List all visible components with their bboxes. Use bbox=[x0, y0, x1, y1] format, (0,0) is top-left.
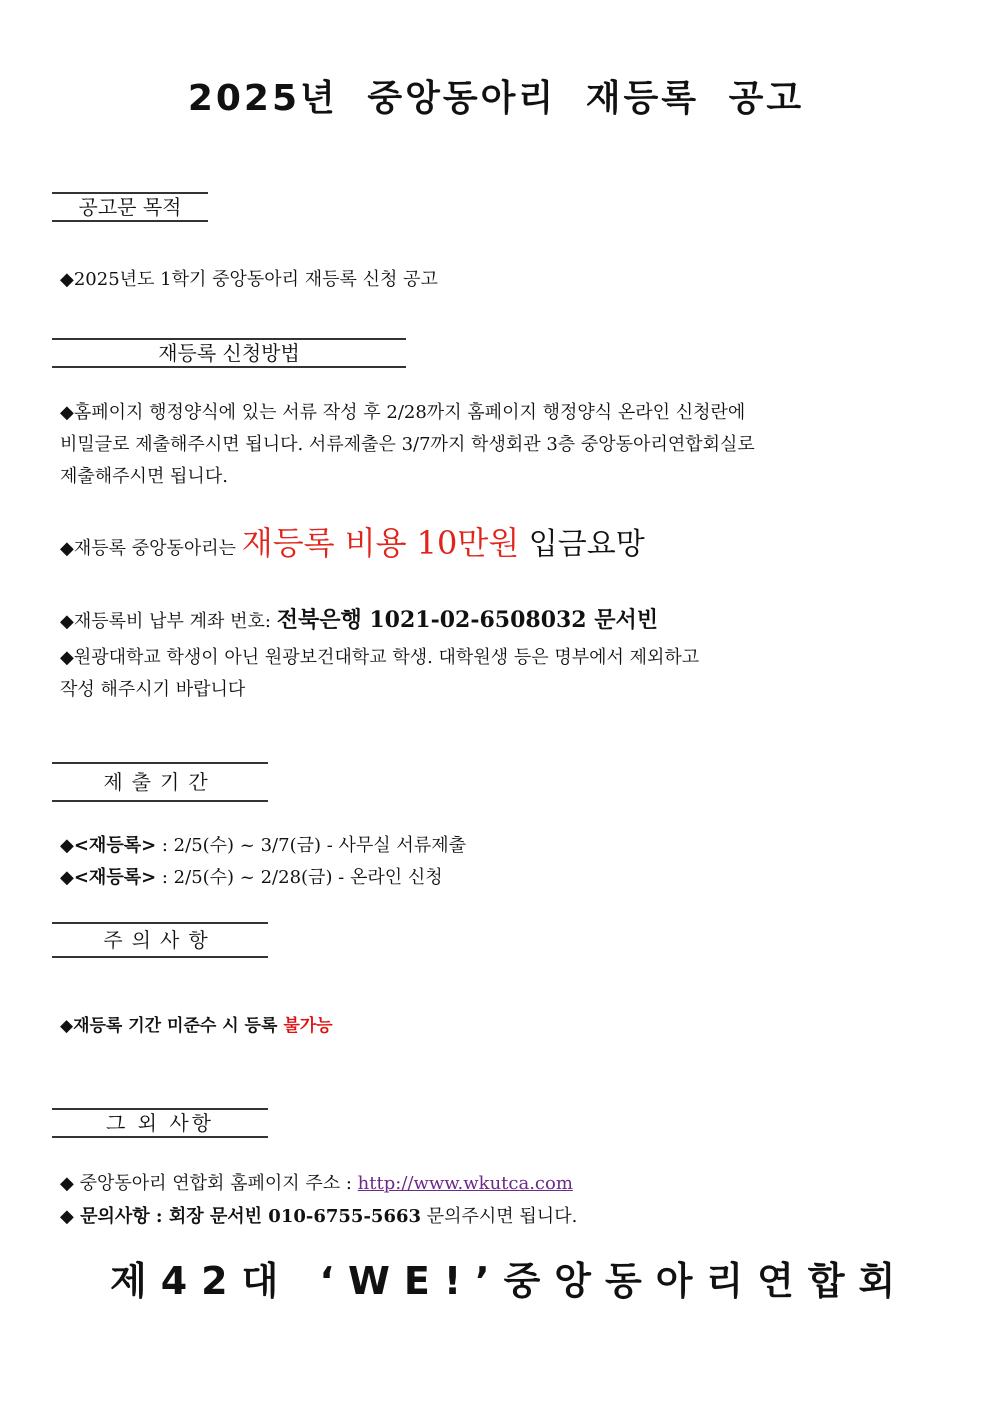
homepage-line bbox=[60, 1168, 573, 1200]
caution-highlight: 불가능 bbox=[283, 1016, 333, 1036]
method-line-1: ◆홈페이지 행정양식에 있는 서류 작성 후 2/28까지 홈페이지 행정양식 온라인 신청란에 bbox=[60, 402, 746, 423]
account-prefix: ◆재등록비 납부 계좌 번호: bbox=[60, 611, 277, 632]
contact-label: ◆ 문의사항 : 회장 문서빈 010-6755-5663 bbox=[60, 1206, 422, 1227]
section-header-period: 제출기간 bbox=[52, 762, 268, 802]
period-item-1-text: : 2/5(수) ~ 3/7(금) - 사무실 서류제출 bbox=[156, 835, 466, 856]
period-item-1-label: <재등록> bbox=[73, 835, 157, 856]
footer-organization: 제42대 ‘WE!’중앙동아리연합회 bbox=[110, 1259, 910, 1303]
note-line-2: 작성 해주시기 바랍니다 bbox=[60, 679, 246, 700]
contact-suffix: 문의주시면 됩니다. bbox=[421, 1206, 578, 1227]
period-item-2-text: : 2/5(수) ~ 2/28(금) - 온라인 신청 bbox=[156, 867, 443, 888]
fee-suffix: 입금요망 bbox=[519, 527, 645, 562]
section-header-caution: 주의사항 bbox=[52, 922, 268, 958]
homepage-prefix: ◆ 중앙동아리 연합회 홈페이지 주소 : bbox=[60, 1173, 358, 1194]
contact-line bbox=[60, 1201, 577, 1233]
purpose-text: ◆2025년도 1학기 중앙동아리 재등록 신청 공고 bbox=[60, 269, 438, 290]
fee-highlight: 재등록 비용 10만원 bbox=[241, 524, 520, 562]
period-item-2-label: <재등록> bbox=[73, 867, 157, 888]
note-line-1: ◆원광대학교 학생이 아닌 원광보건대학교 학생. 대학원생 등은 명부에서 제외하고 bbox=[60, 647, 700, 668]
caution-line bbox=[60, 1010, 333, 1042]
homepage-link[interactable]: http://www.wkutca.com bbox=[357, 1173, 573, 1194]
method-line-3: 제출해주시면 됩니다. bbox=[60, 466, 228, 487]
bullet: ◆ bbox=[60, 867, 74, 888]
fee-line bbox=[60, 520, 645, 572]
account-line bbox=[60, 604, 658, 638]
period-item-2 bbox=[60, 862, 443, 894]
section-header-other: 그 외 사항 bbox=[52, 1108, 268, 1138]
method-line-2: 비밀글로 제출해주시면 됩니다. 서류제출은 3/7까지 학생회관 3층 중앙동아리연합회실로 bbox=[60, 434, 755, 455]
page-title: 2025년 중앙동아리 재등록 공고 bbox=[187, 78, 805, 119]
period-item-1 bbox=[60, 830, 466, 862]
fee-prefix: ◆재등록 중앙동아리는 bbox=[60, 538, 242, 559]
bullet: ◆ bbox=[60, 835, 74, 856]
caution-text: ◆재등록 기간 미준수 시 등록 bbox=[60, 1016, 284, 1036]
section-header-purpose: 공고문 목적 bbox=[52, 192, 208, 222]
section-header-method: 재등록 신청방법 bbox=[52, 338, 406, 368]
account-value: 전북은행 1021-02-6508032 문서빈 bbox=[276, 607, 659, 633]
